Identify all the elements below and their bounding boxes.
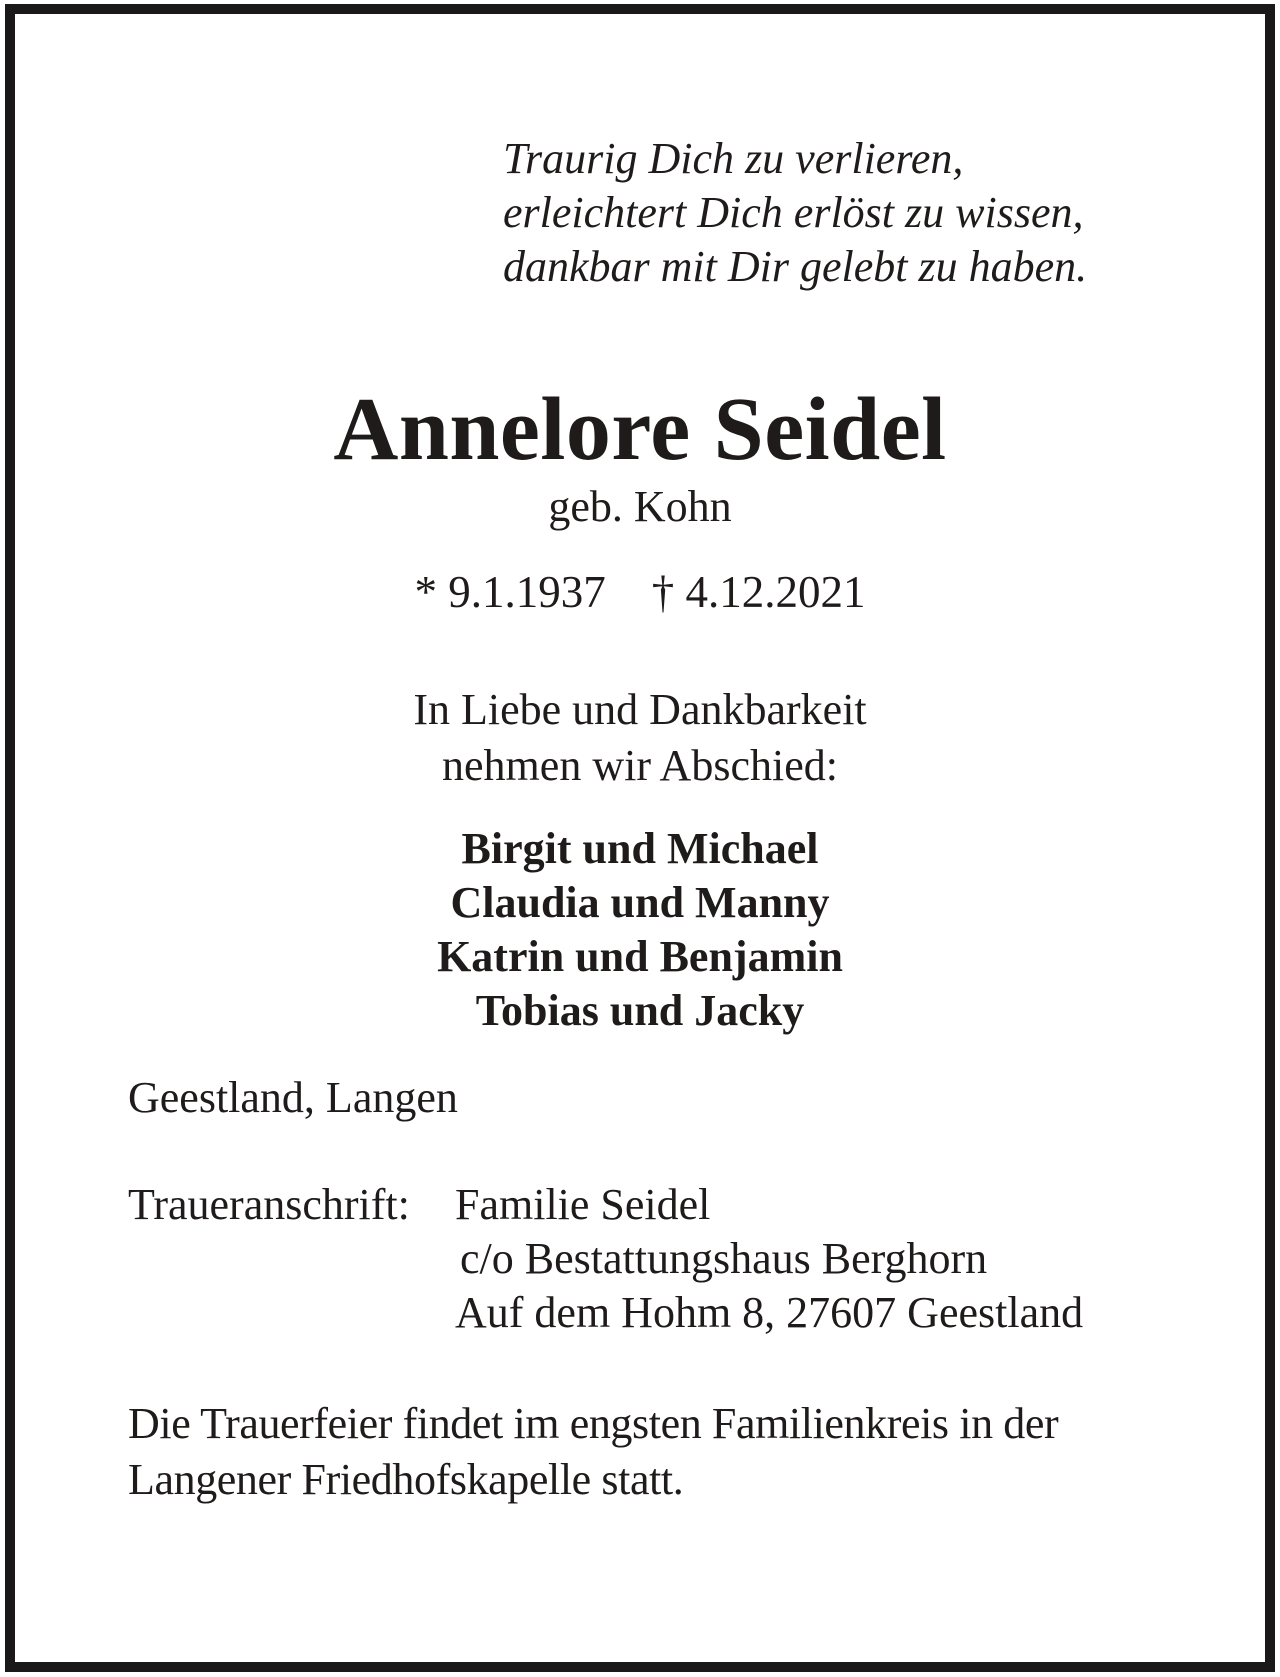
death-date: † 4.12.2021 (651, 567, 866, 617)
farewell-line: In Liebe und Dankbarkeit (413, 685, 867, 734)
address-line: Auf dem Hohm 8, 27607 Geestland (455, 1288, 1084, 1337)
family-list (0, 822, 1280, 1038)
maiden-name: geb. Kohn (548, 482, 732, 531)
poem-line: Traurig Dich zu verlieren, (503, 134, 964, 183)
ceremony-line: Die Trauerfeier findet im engsten Familienkreis in der (128, 1399, 1059, 1448)
ceremony-info (128, 1396, 1058, 1508)
birth-date: * 9.1.1937 (414, 567, 606, 617)
family-member: Katrin und Benjamin (437, 932, 843, 981)
family-member: Claudia und Manny (450, 878, 830, 927)
family-member: Tobias und Jacky (475, 986, 805, 1035)
address-line: Familie Seidel (455, 1180, 711, 1229)
farewell-text (0, 682, 1280, 794)
place-names: Geestland, Langen (128, 1073, 458, 1122)
farewell-line: nehmen wir Abschied: (442, 741, 838, 790)
address-lines (455, 1178, 1083, 1340)
deceased-name: Annelore Seidel (333, 380, 947, 479)
life-dates (0, 564, 1280, 620)
poem (503, 132, 1087, 294)
poem-line: dankbar mit Dir gelebt zu haben. (503, 242, 1088, 291)
address-line: c/o Bestattungshaus Berghorn (460, 1234, 988, 1283)
poem-line: erleichtert Dich erlöst zu wissen, (503, 188, 1084, 237)
family-member: Birgit und Michael (461, 824, 819, 873)
address-label: Traueranschrift: (128, 1180, 410, 1229)
ceremony-line: Langener Friedhofskapelle statt. (128, 1455, 684, 1504)
